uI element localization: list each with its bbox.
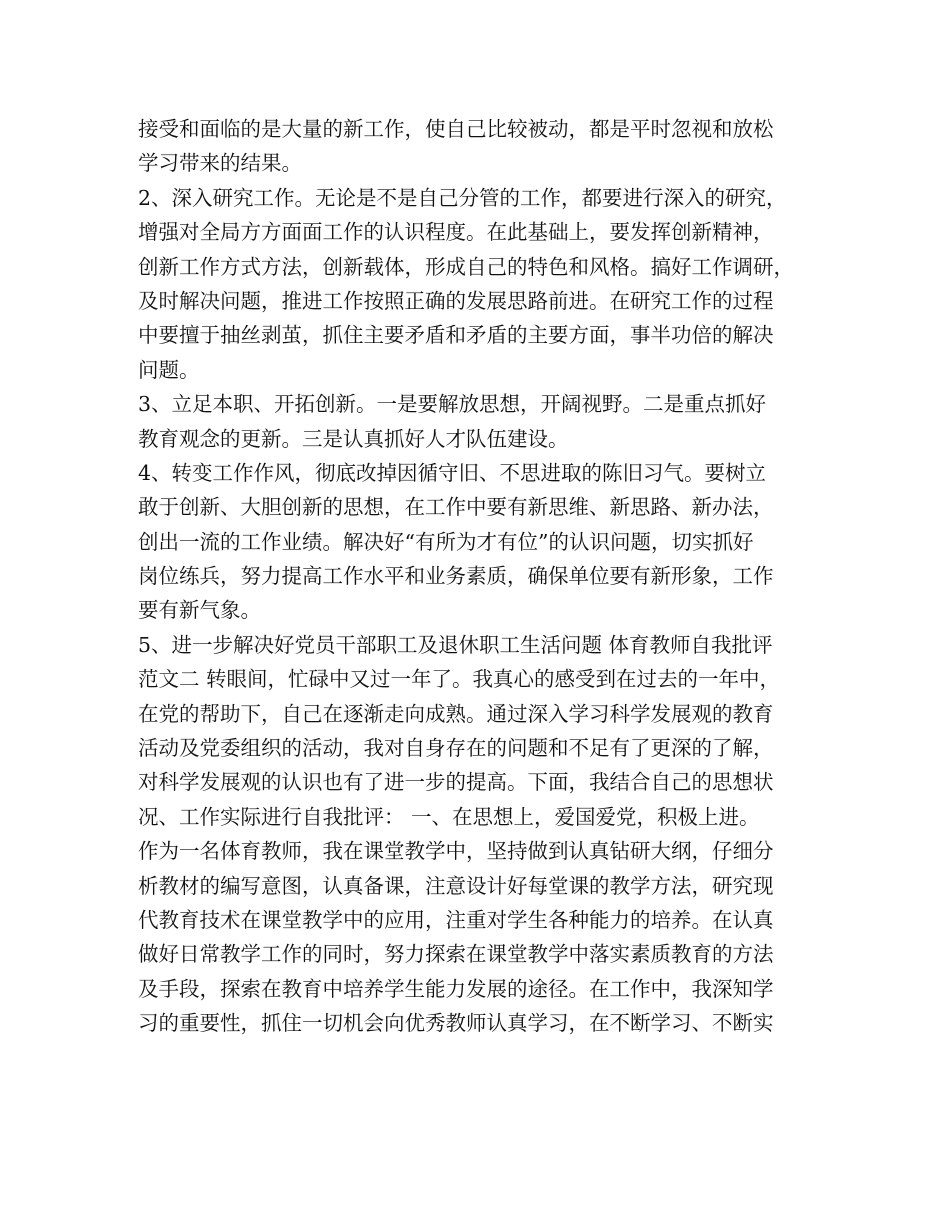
- text-line: 增强对全局方方面面工作的认识程度。在此基础上，要发挥创新精神，: [138, 220, 774, 245]
- text-line: 活动及党委组织的活动，我对自身存在的问题和不足有了更深的了解，: [138, 736, 774, 761]
- text-line: 3、立足本职、开拓创新。一是要解放思想，开阔视野。二是重点抓好: [138, 392, 767, 417]
- document-body: [138, 112, 828, 1041]
- text-line: 创出一流的工作业绩。解决好“有所为才有位”的认识问题，切实抓好: [138, 529, 754, 554]
- text-line: 教育观念的更新。三是认真抓好人才队伍建设。: [138, 426, 569, 451]
- text-line: 对科学发展观的认识也有了进一步的提高。下面，我结合自己的思想状: [138, 770, 774, 795]
- text-line: 要有新气象。: [138, 598, 261, 623]
- text-line: 5、进一步解决好党员干部职工及退休职工生活问题 体育教师自我批评: [138, 632, 773, 657]
- text-line: 问题。: [138, 357, 200, 382]
- text-line: 习的重要性，抓住一切机会向优秀教师认真学习，在不断学习、不断实: [138, 1011, 774, 1036]
- text-line: 及手段，探索在教育中培养学生能力发展的途径。在工作中，我深知学: [138, 976, 774, 1001]
- text-line: 创新工作方式方法，创新载体，形成自己的特色和风格。搞好工作调研，: [138, 254, 794, 279]
- text-line: 做好日常教学工作的同时，努力探索在课堂教学中落实素质教育的方法: [138, 942, 774, 967]
- text-line: 及时解决问题，推进工作按照正确的发展思路前进。在研究工作的过程: [138, 288, 774, 313]
- text-line: 2、深入研究工作。无论是不是自己分管的工作，都要进行深入的研究，: [138, 185, 787, 210]
- text-line: 学习带来的结果。: [138, 151, 302, 176]
- text-line: 析教材的编写意图，认真备课，注意设计好每堂课的教学方法，研究现: [138, 873, 774, 898]
- text-line: 况、工作实际进行自我批评： 一、在思想上，爱国爱党，积极上进。: [138, 804, 760, 829]
- text-line: 在党的帮助下，自己在逐渐走向成熟。通过深入学习科学发展观的教育: [138, 701, 774, 726]
- text-line: 敢于创新、大胆创新的思想，在工作中要有新思维、新思路、新办法，: [138, 495, 774, 520]
- text-line: 接受和面临的是大量的新工作，使自己比较被动，都是平时忽视和放松: [138, 117, 774, 141]
- text-line: 作为一名体育教师，我在课堂教学中，坚持做到认真钻研大纲，仔细分: [138, 839, 774, 864]
- text-line: 中要擅于抽丝剥茧，抓住主要矛盾和矛盾的主要方面，事半功倍的解决: [138, 323, 774, 348]
- text-line: 范文二 转眼间，忙碌中又过一年了。我真心的感受到在过去的一年中，: [138, 667, 781, 692]
- text-line: 代教育技术在课堂教学中的应用，注重对学生各种能力的培养。在认真: [138, 907, 774, 932]
- text-line: 岗位练兵，努力提高工作水平和业务素质，确保单位要有新形象，工作: [138, 564, 774, 589]
- text-line: 4、转变工作作风，彻底改掉因循守旧、不思进取的陈旧习气。要树立: [138, 460, 767, 485]
